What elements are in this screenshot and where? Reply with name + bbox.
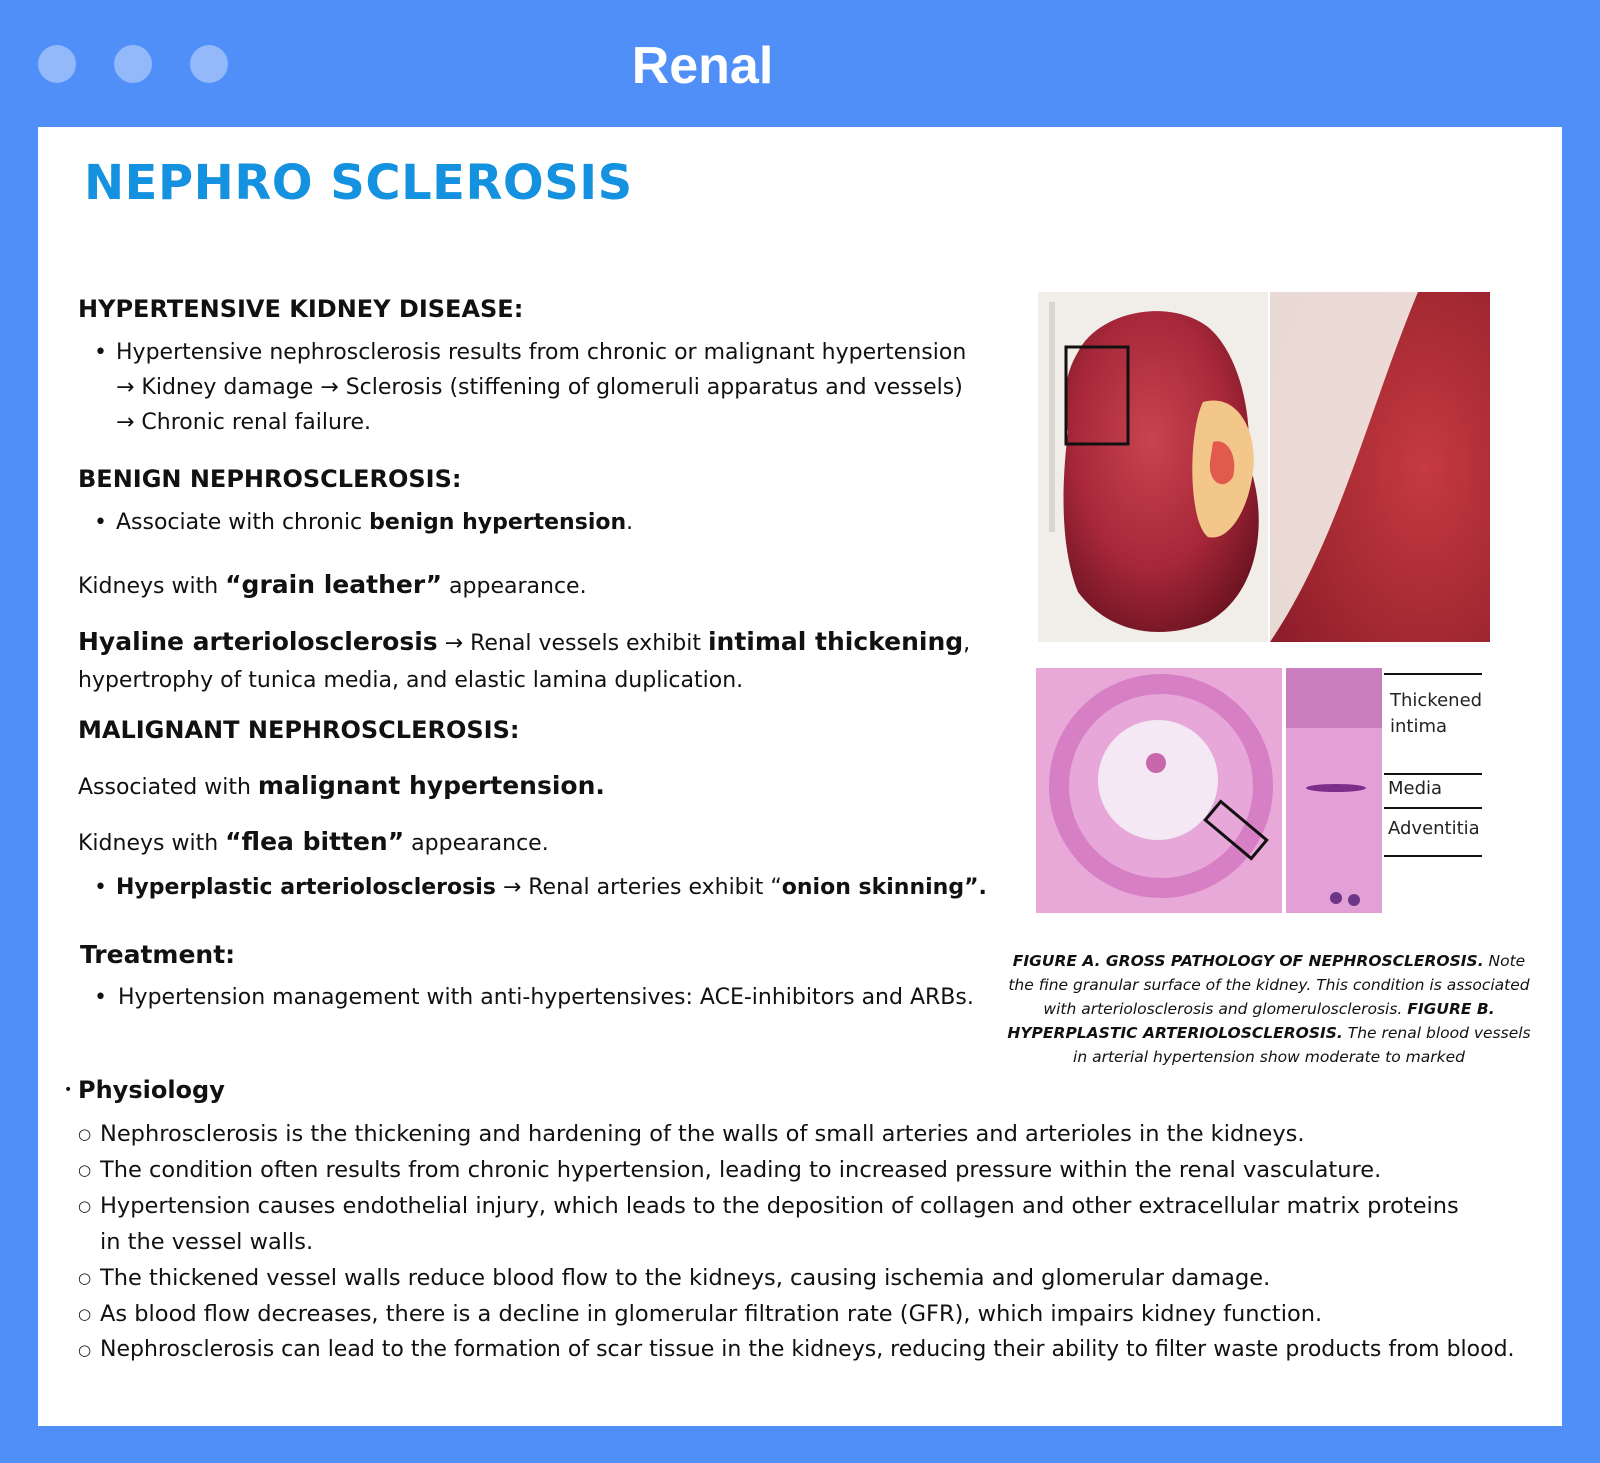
- hkd-bullet: [78, 335, 1028, 440]
- physiology-heading: [64, 1072, 1548, 1108]
- bold-text: onion skinning”.: [781, 875, 987, 900]
- bold-text: malignant hypertension.: [257, 771, 605, 800]
- physiology-item: ○ Hypertension causes endothelial injury, which leads to the deposition of collagen and other extracellular matrix proteins in the vessel walls.: [78, 1188, 1470, 1260]
- bullet-dot: •: [64, 1082, 73, 1098]
- hyaline-text: [78, 623, 1028, 699]
- text: → Renal arteries exhibit “: [495, 875, 782, 900]
- caption-a-text: Note the fine granular surface of the kidney. This condition is associated with arteriolosclerosis and glomerulosclerosis.: [1008, 952, 1530, 1018]
- text: Kidneys with: [78, 574, 226, 599]
- hkd-line1: Hypertensive nephrosclerosis results from chronic or malignant hypertension: [116, 340, 967, 365]
- text: Associate with chronic: [116, 510, 370, 535]
- benign-heading: BENIGN NEPHROSCLEROSIS:: [78, 465, 462, 493]
- figure-caption: [998, 949, 1540, 1069]
- window-title: Renal: [631, 37, 774, 95]
- malignant-kidneys: [78, 824, 1028, 861]
- caption-b-title: FIGURE B. HYPERPLASTIC ARTERIOLOSCLEROSIS.: [1007, 1000, 1495, 1042]
- label-adventitia: Adventitia: [1388, 818, 1480, 839]
- text: Kidneys with: [78, 831, 226, 856]
- bold-text: intimal thickening: [707, 627, 964, 656]
- malignant-bullet: [78, 870, 1028, 905]
- caption-a-title: FIGURE A. GROSS PATHOLOGY OF NEPHROSCLEROSIS.: [1012, 952, 1484, 970]
- physiology-section: [64, 1072, 1548, 1368]
- caption-b-text: The renal blood vessels in arterial hypertension show moderate to marked: [1073, 1024, 1531, 1066]
- benign-kidneys: [78, 567, 1028, 604]
- benign-bullet: [78, 505, 1028, 540]
- malignant-assoc: [78, 768, 1028, 805]
- window-titlebar: [0, 0, 1600, 127]
- text: appearance.: [442, 574, 587, 599]
- text: ,: [963, 631, 971, 656]
- hkd-line3: → Chronic renal failure.: [116, 410, 372, 435]
- malignant-heading: MALIGNANT NEPHROSCLEROSIS:: [78, 716, 520, 744]
- physiology-item: ○ The thickened vessel walls reduce blood flow to the kidneys, causing ischemia and glomerular damage.: [78, 1260, 1548, 1296]
- physiology-item: ○ Nephrosclerosis can lead to the formation of scar tissue in the kidneys, reducing their ability to filter waste products from blood.: [78, 1332, 1548, 1368]
- treatment-bullet: • Hypertension management with anti-hypertensives: ACE-inhibitors and ARBs.: [78, 980, 1028, 1015]
- treatment-heading: Treatment:: [80, 940, 236, 969]
- hkd-heading: HYPERTENSIVE KIDNEY DISEASE:: [78, 295, 524, 323]
- bold-text: Hyaline arteriolosclerosis: [78, 627, 438, 656]
- hkd-line2: → Kidney damage → Sclerosis (stiffening of glomeruli apparatus and vessels): [116, 375, 963, 400]
- text: Associated with: [78, 775, 258, 800]
- bold-text: “flea bitten”: [225, 827, 405, 856]
- bold-text: “grain leather”: [225, 570, 443, 599]
- page-title: NEPHRO SCLEROSIS: [84, 155, 633, 211]
- text: appearance.: [404, 831, 549, 856]
- label-media: Media: [1388, 778, 1443, 799]
- text: → Renal vessels exhibit: [437, 631, 708, 656]
- heading-text: Physiology: [78, 1076, 225, 1104]
- figure-b-histology-image: [1036, 668, 1490, 913]
- physiology-item: ○ The condition often results from chronic hypertension, leading to increased pressure within the renal vasculature.: [78, 1152, 1548, 1188]
- left-column: [78, 292, 1028, 1015]
- label-thickened: Thickened: [1390, 690, 1483, 711]
- bold-text: Hyperplastic arteriolosclerosis: [116, 875, 496, 900]
- physiology-item: ○ As blood flow decreases, there is a decline in glomerular filtration rate (GFR), which impairs kidney function.: [78, 1296, 1548, 1332]
- content-panel: [38, 127, 1562, 1426]
- figure-a-gross-kidney-image: [1038, 292, 1490, 642]
- text: hypertrophy of tunica media, and elastic lamina duplication.: [78, 668, 744, 693]
- bold-text: benign hypertension: [369, 510, 627, 535]
- label-intima: intima: [1390, 716, 1448, 737]
- physiology-item: ○ Nephrosclerosis is the thickening and hardening of the walls of small arteries and arterioles in the kidneys.: [78, 1116, 1548, 1152]
- text: .: [626, 510, 634, 535]
